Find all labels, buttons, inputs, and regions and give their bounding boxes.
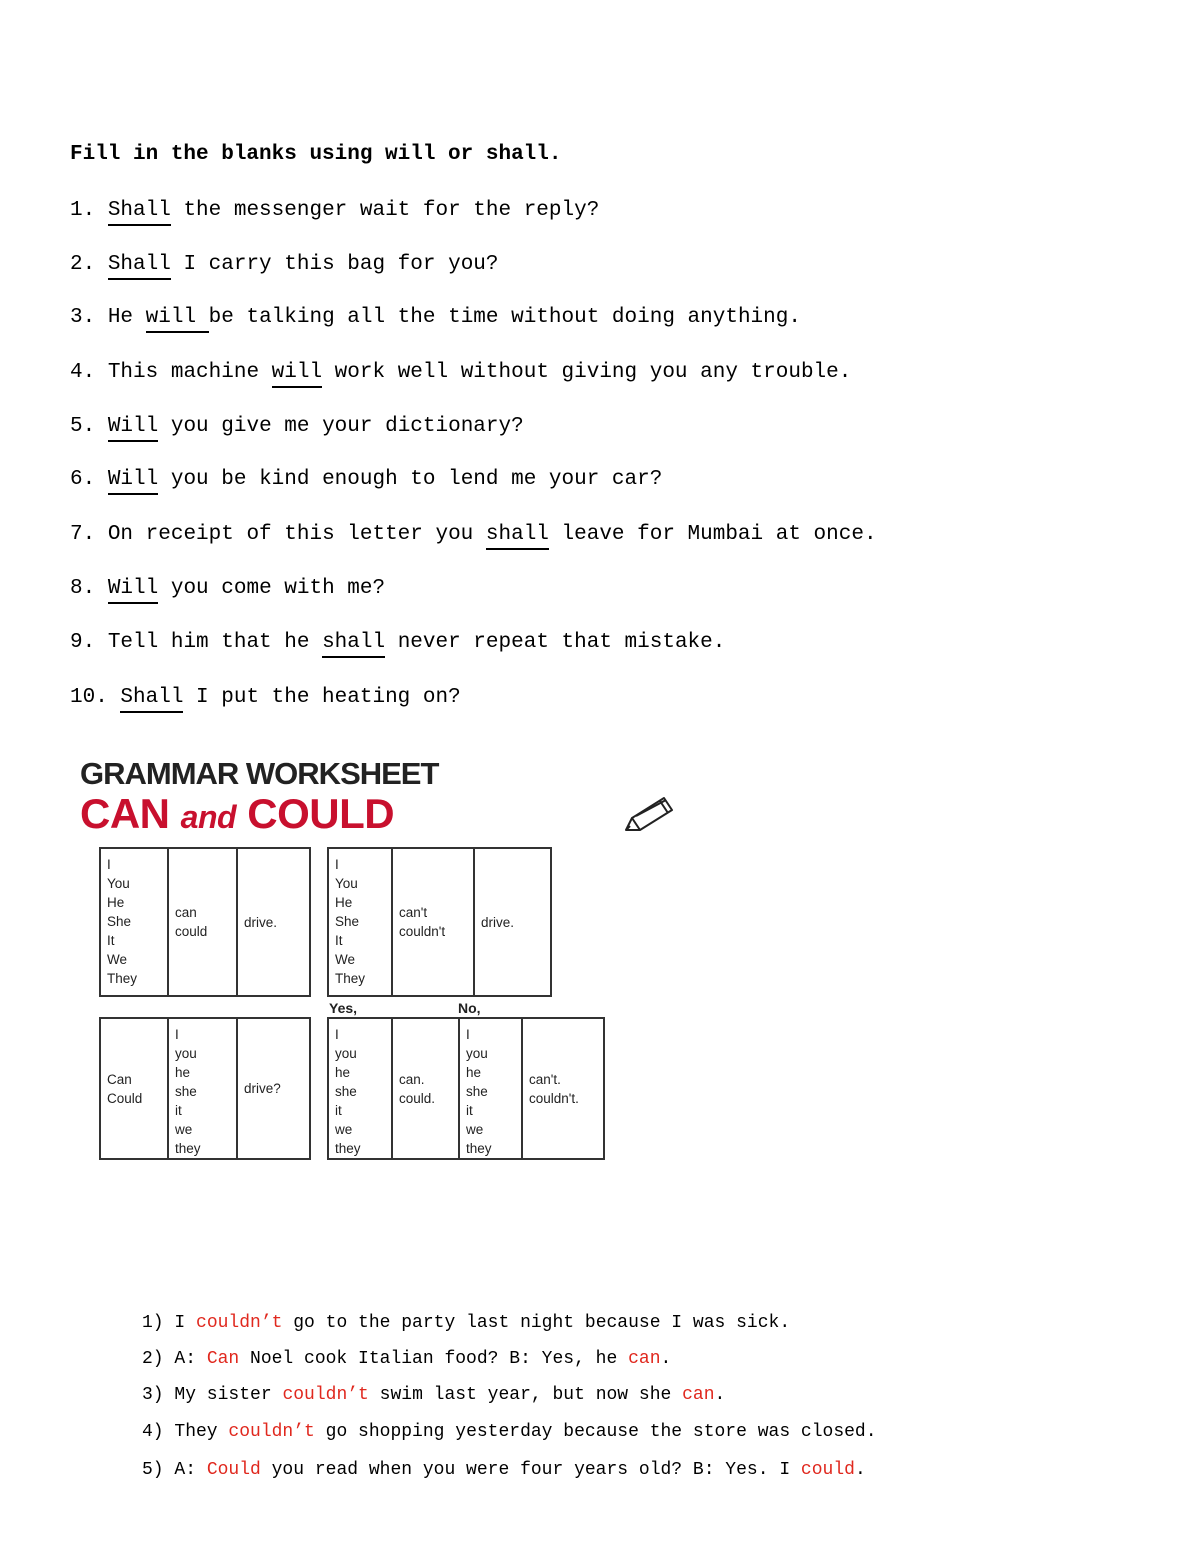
question-text: you be kind enough to lend me your car?: [158, 468, 663, 491]
question-item: [70, 414, 524, 440]
subject-cell: I You He She It We They: [100, 848, 168, 996]
question-item: [70, 630, 725, 656]
question-number: 8.: [70, 577, 96, 600]
answer-blank: Will: [108, 415, 158, 442]
exercise-heading: Fill in the blanks using will or shall.: [70, 143, 562, 166]
answer-blank: will: [272, 361, 322, 388]
subtitle-can: CAN: [80, 790, 181, 837]
modal-cell: can't couldn't: [392, 848, 474, 996]
exercise-item: [142, 1347, 671, 1371]
question-text: leave for Mumbai at once.: [548, 523, 877, 546]
question-item: [70, 252, 499, 278]
question-number: 2.: [70, 253, 96, 276]
modal-cell: can could: [168, 848, 237, 996]
question-item: [70, 467, 662, 493]
exercise-number: 2): [142, 1349, 175, 1369]
exercise-number: 4): [142, 1422, 175, 1442]
answer-word: Can: [206, 1349, 240, 1369]
exercise-item: [142, 1458, 866, 1482]
answer-blank: Will: [108, 577, 158, 604]
subtitle-and: and: [180, 799, 237, 835]
table-negative: [327, 847, 552, 997]
question-item: [70, 522, 877, 548]
no-label: No,: [458, 1000, 481, 1016]
answer-blank: Will: [108, 468, 158, 495]
question-text: Tell him that he: [107, 631, 323, 654]
answer-blank: shall: [322, 631, 385, 658]
question-text: This machine: [107, 361, 272, 384]
question-text: be talking all the time without doing anything.: [208, 306, 801, 329]
answer-blank: will: [146, 306, 209, 333]
exercise-text: They: [174, 1422, 229, 1442]
exercise-text: I: [174, 1313, 197, 1333]
question-text: I put the heating on?: [183, 686, 461, 709]
answer-word: couldn’t: [228, 1422, 315, 1442]
question-text: you give me your dictionary?: [158, 415, 524, 438]
question-text: work well without giving you any trouble.: [322, 361, 852, 384]
exercise-text: My sister: [174, 1385, 283, 1405]
answer-blank: Shall: [120, 686, 183, 713]
table-short-answers: [327, 1017, 605, 1160]
answer-word: can: [628, 1349, 661, 1369]
modal-cell: Can Could: [100, 1018, 168, 1159]
verb-cell: drive.: [474, 848, 551, 996]
question-number: 7.: [70, 523, 96, 546]
exercise-text: go shopping yesterday because the store was closed.: [314, 1422, 877, 1442]
question-number: 3.: [70, 306, 96, 329]
pencil-icon: [622, 792, 678, 834]
subject-cell: I You He She It We They: [328, 848, 392, 996]
exercise-number: 1): [142, 1313, 175, 1333]
exercise-number: 3): [142, 1385, 175, 1405]
yes-subject-cell: I you he she it we they: [328, 1018, 392, 1159]
exercise-text: .: [714, 1385, 726, 1405]
question-number: 10.: [70, 686, 108, 709]
question-number: 9.: [70, 631, 96, 654]
worksheet-title: GRAMMAR WORKSHEET: [80, 756, 439, 791]
exercise-text: .: [854, 1460, 866, 1480]
question-number: 1.: [70, 199, 96, 222]
verb-cell: drive.: [237, 848, 310, 996]
answer-word: couldn’t: [196, 1313, 283, 1333]
question-item: [70, 305, 801, 331]
verb-cell: drive?: [237, 1018, 310, 1159]
question-item: [70, 198, 599, 224]
question-text: He: [107, 306, 146, 329]
question-item: [70, 685, 461, 711]
worksheet-subtitle: [80, 790, 394, 838]
answer-word: Could: [206, 1460, 261, 1480]
subtitle-could: COULD: [236, 790, 395, 837]
exercise-text: Noel cook Italian food? B: Yes, he: [239, 1349, 629, 1369]
question-text: never repeat that mistake.: [385, 631, 726, 654]
exercise-item: [142, 1420, 877, 1444]
answer-blank: shall: [486, 523, 549, 550]
question-text: I carry this bag for you?: [170, 253, 499, 276]
question-text: you come with me?: [158, 577, 386, 600]
question-number: 6.: [70, 468, 96, 491]
table-positive: [99, 847, 311, 997]
exercise-item: [142, 1311, 790, 1335]
question-number: 5.: [70, 415, 96, 438]
exercise-text: you read when you were four years old? B: Yes. I: [260, 1460, 801, 1480]
exercise-text: go to the party last night because I was sick.: [282, 1313, 791, 1333]
answer-blank: Shall: [108, 199, 171, 226]
exercise-number: 5): [142, 1460, 175, 1480]
question-text: On receipt of this letter you: [107, 523, 486, 546]
exercise-item: [142, 1383, 725, 1407]
question-item: [70, 576, 385, 602]
question-number: 4.: [70, 361, 96, 384]
answer-word: couldn’t: [282, 1385, 369, 1405]
yes-label: Yes,: [329, 1000, 358, 1016]
question-item: [70, 360, 851, 386]
exercise-text: swim last year, but now she: [368, 1385, 683, 1405]
question-text: the messenger wait for the reply?: [170, 199, 600, 222]
answer-word: can: [682, 1385, 715, 1405]
table-question: [99, 1017, 311, 1160]
exercise-text: A:: [174, 1349, 207, 1369]
no-subject-cell: I you he she it we they: [459, 1018, 522, 1159]
exercise-text: .: [660, 1349, 672, 1369]
no-modal-cell: can't. couldn't.: [522, 1018, 604, 1159]
answer-blank: Shall: [108, 253, 171, 280]
answer-word: could: [800, 1460, 855, 1480]
subject-cell: I you he she it we they: [168, 1018, 237, 1159]
yes-modal-cell: can. could.: [392, 1018, 459, 1159]
exercise-text: A:: [174, 1460, 207, 1480]
